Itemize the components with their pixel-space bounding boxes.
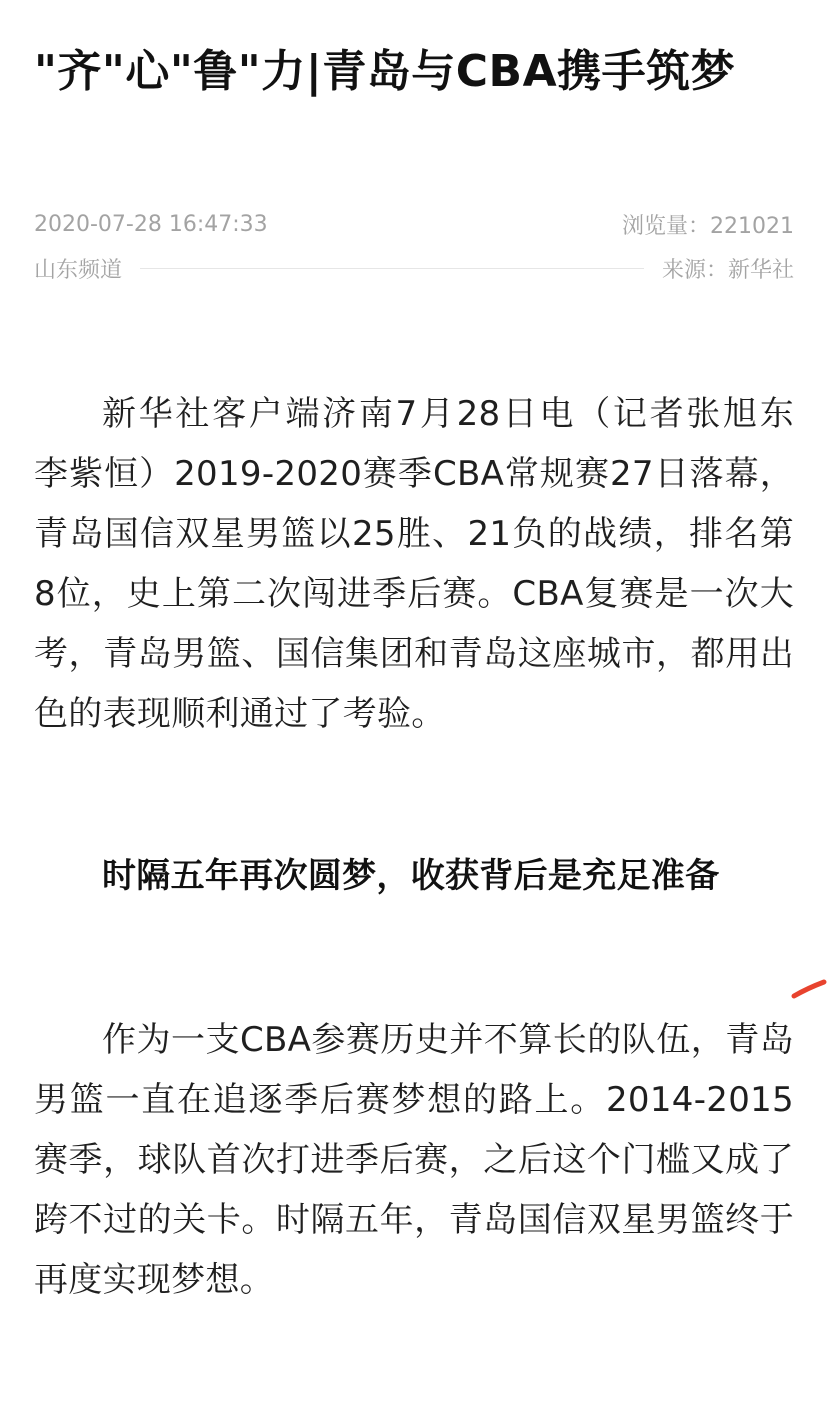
meta-divider <box>140 268 644 269</box>
article-title: "齐"心"鲁"力|青岛与CBA携手筑梦 <box>34 46 736 97</box>
article-subheading: 时隔五年再次圆梦，收获背后是充足准备 <box>102 856 720 896</box>
article-paragraph: 作为一支CBA参赛历史并不算长的队伍，青岛男篮一直在追逐季后赛梦想的路上。2014-2015赛季，球队首次打进季后赛，之后这个门槛又成了跨不过的关卡。时隔五年，青岛国信双星男篮终于再度实现梦想。 <box>34 1020 794 1300</box>
view-count: 浏览量：221021 <box>622 213 794 239</box>
meta-row-top <box>34 206 794 242</box>
meta-row-bottom <box>34 250 794 286</box>
source-label: 来源：新华社 <box>661 257 794 283</box>
publish-datetime: 2020-07-28 16:47:33 <box>34 211 268 237</box>
red-stroke-mark-icon <box>790 974 828 1000</box>
article-paragraph: 新华社客户端济南7月28日电（记者张旭东 李紫恒）2019-2020赛季CBA常规赛27日落幕，青岛国信双星男篮以25胜、21负的战绩，排名第8位，史上第二次闯进季后赛。CBA复赛是一次大考，青岛男篮、国信集团和青岛这座城市，都用出色的表现顺利通过了考验。 <box>34 394 794 734</box>
channel-link[interactable]: 山东频道 <box>34 257 123 283</box>
